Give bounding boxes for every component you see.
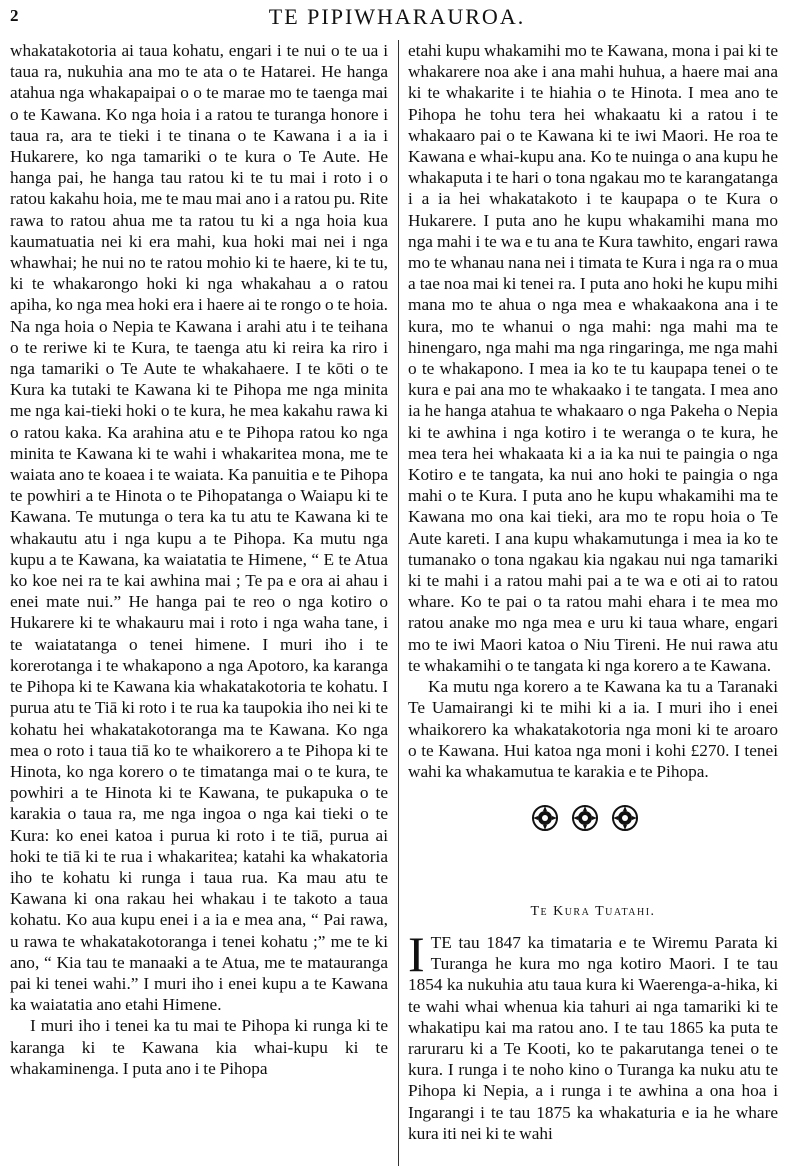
paragraph: Ka mutu nga korero a te Kawana ka tu a Taranaki Te Uamairangi ki te mihi ki a ia. I muri iho i enei whaikorero ka whakatakotoria nga moni ki te aroaro o te Kawana. Hui katoa nga moni i kohi £270. I tenei wahi ka whakamutua te karakia e te Pihopa. <box>408 677 778 781</box>
right-column-top <box>408 40 778 782</box>
right-column-bottom <box>408 926 778 1144</box>
fleuron-icon <box>610 803 640 833</box>
running-head: TE PIPIWHARAUROA. <box>268 4 526 29</box>
column-rule <box>398 40 399 1166</box>
section-title: Te Kura Tuatahi. <box>530 904 656 919</box>
ornament-row <box>530 800 640 836</box>
section-first-paragraph <box>408 926 778 1144</box>
fleuron-icon <box>570 803 600 833</box>
paragraph: whakatakotoria ai taua kohatu, engari i te nui o te ua i taua ra, nukuhia ana mo te ata o te Hatarei. He hanga atahua nga whakapaipai o o te marae mo te taenga mai o te Kawana. Ko nga hoia i a ratou te turanga honore i taua ra, ara te tieki i te tinana o te Kawana i a ia i Hukarere, ko nga tamariki o te kura o Te Aute. He hanga pai, he hanga tau ratou ki te tu mai i roto i o ratou kakahu hoia, me te mau mai ano i a ratou pu. Rite rawa to ratou ahua me ta ratou tu ki a nga hoia kua kaumatuatia nei ki era mahi, kua hoki mai nei i nga whawhai; he nui no te ratou mohio ki te haere, ki te tu, ki te whakarongo hoki ki nga whakahau a o ratou apiha, ko nga mea hoki era i haere ai te rongo o te hoia. Na nga hoia o Nepia te Kawana i arahi atu i te teihana o te reriwe ki te Kura, te taenga atu ki reira ka riro i nga tamariki o Te Aute te whakahaere. I te kōti o te Kura ka tutaki te Kawana ki te Pihopa me nga minita me nga kai-tieki hoki o te kura, he mea kakahu rawa ki o ratou kaka. Ka arahina atu e te Pihopa ratou ko nga minita te Kawana ki te wahi i whakaritea mona, me te waiata ano te koaea i te waiata. Ka panuitia e te Pihopa te powhiri a te Hinota o te Pihopatanga o Waiapu ki te Kawana. Te mutunga o tera ka tu atu te Kawana ki te whakautu atu i nga kupu a te Pihopa. Ka mutu nga kupu a te Kawana, ka waiatatia te Himene, “ E te Atua ko koe nei ra te kai awhina mai ; Te pa e ora ai ahau i enei mate nui.” He hanga pai te reo o nga kotiro o Hukarere ki te whakauru mai i roto i nga waha tane, i te waiatatanga o tenei himene. I muri iho i te korerotanga i te whakapono a nga Apotoro, ka karanga te Pihopa ki te Kawana kia whakatakotoria te kohatu. I purua atu te Tiā ki roto i te rua ka taupokia iho nei ki te kohatu hei whakatakotoranga ma te Kawana. Ko nga mea o roto i taua tiā ko te whaikorero a te Pihopa ki te Hinota, ko nga korero o te timatanga mai o te kura, te powhiri a te Hinota ki te Kawana, te pukapuka o te karakia o taua ra, me nga ingoa o nga kai tieki o te Kura: ko enei katoa i purua ki roto i te tiā, purua ai hoki te tiā ki te rua i whakaritea; katahi ka whakatoria iho te kohatu ki runga i taua rua. Ka mau atu te Kawana ki ona rakau hei whakau i te takoto a taua kohatu. Ko aua kupu enei i a ia e mea ana, “ Pai rawa, u rawa te whakatakotoranga i tenei kohatu ;” me te ki ano, “ Kia tau te manaaki a te Atua, me te matauranga pai ki tenei wahi.” I muri iho i enei kupu a te Kawana ka waiatatia ano etahi Himene. <box>10 41 388 1015</box>
paragraph: etahi kupu whakamihi mo te Kawana, mona i pai ki te whakarere noa ake i ana mahi huhua, a haere mai ana ki te whakarite i te hiahia o te Hinota. I mea ano te Pihopa he tohu tera hei whakaatu ki a ratou i te whakaaro pai o te Kawana ki te iwi Maori. He roa te Kawana e whai-kupu ana. Ko te nuinga o ana kupu he whakaputa i te hari o tona ngakau mo te karangatanga i a ia hei whakatakoto i te kaupapa o te Kura o Hukarere. I puta ano he kupu whakamihi mana mo nga mahi i te wa e tu ana te Kura tawhito, engari rawa mo te whanau nana nei i timata te Kura i nga ra o mua a tae noa mai ki tenei ra. I puta ano hoki he kupu mihi mana mo te ahua o nga mea e whakaakona ana i te kura, mo te whanui o nga mahi: nga mahi ma te hinengaro, nga mahi ma nga ringaringa, me nga mahi o te whakapono. I mea ia ko te tu kaupapa tenei o te kura e pai ana mo te whakaako i te tangata. I mea ano ia he hanga atahua te whakaaro o nga Pakeha o Nepia ki te awhina i nga kotiro i te weranga o te kura, he mea tera hei whakaata ki a ia ka nui te paingia o nga Kotiro e te tangata, ka nui ano hoki te paingia o nga mahi o te Kura. I puta ano he kupu whakamihi ma te Kawana mo ona kai tieki, ara mo te ropu hoia o Te Aute kareti. I ana kupu whakamutunga i mea ia ko te tumanako o tona ngakau kia ngakau nui nga tamariki ki te mahi i a ratou mahi pai a te wa e oti ai to ratou whare. Ko te pai o ta ratou mahi ehara i te mea mo ratou anake mo nga mea e uru ki taua whare, engari mo te iwi Maori katoa o Niu Tireni. He nui rawa atu te whakamihi o te tangata ki nga korero a te Kawana. <box>408 41 778 675</box>
left-column <box>10 40 388 1166</box>
section-paragraph-text: TE tau 1847 ka timataria e te Wiremu Parata ki Turanga he kura mo nga kotiro Maori. I te tau 1854 ka nukuhia atu taua kura ki Waerenga-a-hika, ki te wahi whai whenua kia tahuri ai nga tamariki ki te whakatipu kai ma ratou ano. I te tau 1865 ka puta te raruraru ki a Te Kooti, ko te pakarutanga tenei o te kura. I runga i te noho kino o Turanga ka nuku atu te Pihopa ki Nepia, a i runga i te awhina a ona hoa i Ingarangi i te tau 1875 ka whakaturia e ia he whare kura iti nei ki te wahi <box>408 933 778 1143</box>
page-number: 2 <box>10 6 19 25</box>
fleuron-icon <box>530 803 560 833</box>
paragraph: I muri iho i tenei ka tu mai te Pihopa ki runga ki te karanga ki te Kawana kia whai-kupu ki te whakaminenga. I puta ano i te Pihopa <box>10 1016 388 1078</box>
drop-cap: I <box>408 926 425 982</box>
page-header <box>0 0 794 40</box>
